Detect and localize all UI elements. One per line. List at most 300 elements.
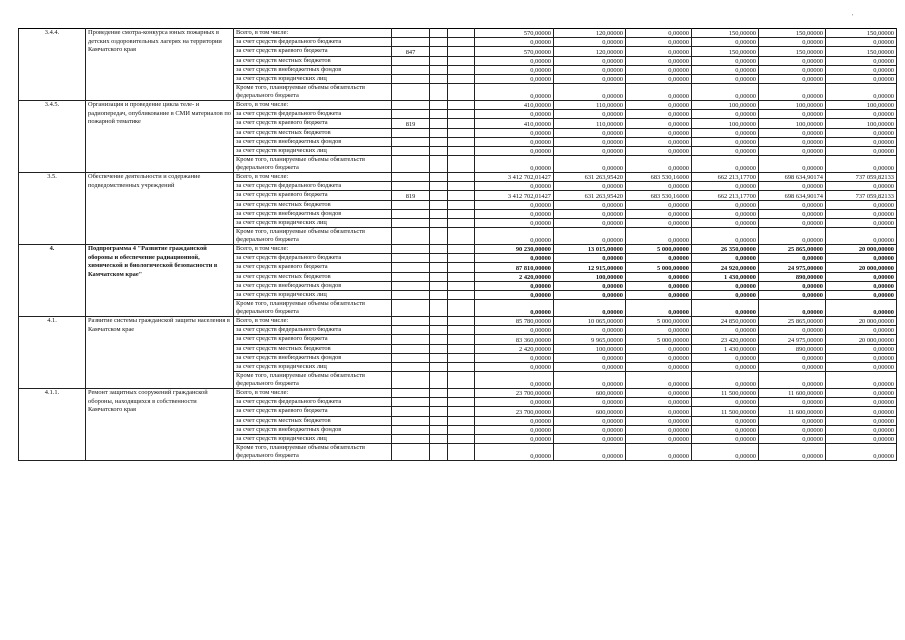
admin-code — [392, 417, 430, 426]
amount-cell: 410,00000 — [475, 101, 554, 110]
amount-cell: 0,00000 — [826, 138, 897, 147]
admin-code — [392, 273, 430, 282]
admin-code — [392, 254, 430, 263]
classification-cell — [448, 138, 475, 147]
amount-cell: 0,00000 — [692, 210, 759, 219]
amount-cell: 0,00000 — [759, 182, 826, 191]
classification-cell — [430, 84, 448, 101]
amount-cell: 631 263,95420 — [554, 173, 626, 182]
funding-source: за счет средств местных бюджетов — [234, 273, 392, 282]
classification-cell — [448, 273, 475, 282]
classification-cell — [448, 245, 475, 254]
classification-cell — [448, 363, 475, 372]
table-row — [19, 317, 897, 326]
amount-cell: 0,00000 — [626, 219, 692, 228]
amount-cell: 0,00000 — [692, 444, 759, 461]
amount-cell: 0,00000 — [826, 398, 897, 407]
amount-cell: 0,00000 — [626, 435, 692, 444]
funding-source: за счет средств внебюджетных фондов — [234, 66, 392, 75]
amount-cell: 0,00000 — [554, 254, 626, 263]
amount-cell: 11 500,00000 — [692, 389, 759, 398]
amount-cell: 0,00000 — [759, 156, 826, 173]
amount-cell: 0,00000 — [475, 444, 554, 461]
amount-cell: 3 412 702,01427 — [475, 173, 554, 182]
amount-cell: 0,00000 — [826, 417, 897, 426]
funding-source: за счет средств краевого бюджета — [234, 263, 392, 273]
table-row — [19, 101, 897, 110]
amount-cell: 0,00000 — [554, 138, 626, 147]
funding-source: за счет средств местных бюджетов — [234, 129, 392, 138]
classification-cell — [430, 47, 448, 57]
admin-code — [392, 335, 430, 345]
amount-cell: 0,00000 — [626, 57, 692, 66]
amount-cell: 0,00000 — [692, 363, 759, 372]
amount-cell: 698 634,90174 — [759, 173, 826, 182]
classification-cell — [430, 326, 448, 335]
funding-source: Всего, в том числе: — [234, 317, 392, 326]
amount-cell: 0,00000 — [475, 156, 554, 173]
amount-cell: 0,00000 — [554, 417, 626, 426]
amount-cell: 0,00000 — [554, 354, 626, 363]
item-code: 4.1. — [19, 317, 86, 389]
classification-cell — [430, 282, 448, 291]
amount-cell: 0,00000 — [475, 398, 554, 407]
amount-cell: 0,00000 — [826, 228, 897, 245]
funding-source: за счет средств юридических лиц — [234, 147, 392, 156]
amount-cell: 85 780,00000 — [475, 317, 554, 326]
admin-code — [392, 326, 430, 335]
amount-cell: 0,00000 — [626, 282, 692, 291]
amount-cell: 0,00000 — [759, 417, 826, 426]
amount-cell: 0,00000 — [554, 426, 626, 435]
amount-cell: 0,00000 — [826, 426, 897, 435]
funding-source: за счет средств федерального бюджета — [234, 110, 392, 119]
amount-cell: 0,00000 — [626, 138, 692, 147]
classification-cell — [448, 38, 475, 47]
amount-cell: 0,00000 — [554, 129, 626, 138]
table-row — [19, 245, 897, 254]
funding-source: Кроме того, планируемые объемы обязательств федерального бюджета — [234, 228, 392, 245]
amount-cell: 0,00000 — [475, 300, 554, 317]
amount-cell: 0,00000 — [826, 354, 897, 363]
classification-cell — [448, 372, 475, 389]
amount-cell: 0,00000 — [692, 228, 759, 245]
amount-cell: 0,00000 — [626, 389, 692, 398]
amount-cell: 90 230,00000 — [475, 245, 554, 254]
amount-cell: 0,00000 — [692, 417, 759, 426]
amount-cell: 0,00000 — [692, 147, 759, 156]
admin-code — [392, 173, 430, 182]
funding-source: за счет средств внебюджетных фондов — [234, 426, 392, 435]
amount-cell: 0,00000 — [475, 372, 554, 389]
amount-cell: 0,00000 — [759, 444, 826, 461]
amount-cell: 0,00000 — [826, 129, 897, 138]
funding-source: за счет средств федерального бюджета — [234, 326, 392, 335]
amount-cell: 0,00000 — [554, 57, 626, 66]
classification-cell — [430, 101, 448, 110]
classification-cell — [448, 173, 475, 182]
amount-cell: 20 000,00000 — [826, 245, 897, 254]
amount-cell: 0,00000 — [759, 326, 826, 335]
amount-cell: 0,00000 — [826, 201, 897, 210]
admin-code — [392, 354, 430, 363]
admin-code — [392, 219, 430, 228]
amount-cell: 0,00000 — [475, 354, 554, 363]
amount-cell: 0,00000 — [626, 210, 692, 219]
classification-cell — [430, 273, 448, 282]
amount-cell: 0,00000 — [475, 417, 554, 426]
admin-code — [392, 407, 430, 417]
admin-code — [392, 210, 430, 219]
funding-source: за счет средств юридических лиц — [234, 75, 392, 84]
amount-cell: 0,00000 — [692, 66, 759, 75]
amount-cell: 0,00000 — [554, 282, 626, 291]
amount-cell: 11 600,00000 — [759, 407, 826, 417]
admin-code — [392, 84, 430, 101]
amount-cell: 0,00000 — [475, 182, 554, 191]
classification-cell — [448, 282, 475, 291]
amount-cell: 0,00000 — [626, 228, 692, 245]
amount-cell: 0,00000 — [554, 435, 626, 444]
amount-cell: 0,00000 — [554, 372, 626, 389]
item-name: Ремонт защитных сооружений гражданской обороны, находящихся в собственности Камчатского края — [86, 389, 234, 461]
amount-cell: 0,00000 — [692, 291, 759, 300]
amount-cell: 0,00000 — [692, 129, 759, 138]
funding-source: за счет средств внебюджетных фондов — [234, 354, 392, 363]
classification-cell — [448, 263, 475, 273]
amount-cell: 0,00000 — [475, 38, 554, 47]
amount-cell: 3 412 702,01427 — [475, 191, 554, 201]
amount-cell: 0,00000 — [826, 444, 897, 461]
classification-cell — [430, 300, 448, 317]
amount-cell: 0,00000 — [626, 291, 692, 300]
funding-source: за счет средств местных бюджетов — [234, 345, 392, 354]
amount-cell: 662 213,17700 — [692, 191, 759, 201]
amount-cell: 0,00000 — [759, 426, 826, 435]
amount-cell: 0,00000 — [554, 182, 626, 191]
admin-code — [392, 317, 430, 326]
amount-cell: 0,00000 — [626, 201, 692, 210]
amount-cell: 0,00000 — [475, 435, 554, 444]
amount-cell: 0,00000 — [554, 228, 626, 245]
amount-cell: 0,00000 — [554, 363, 626, 372]
amount-cell: 0,00000 — [475, 147, 554, 156]
classification-cell — [448, 398, 475, 407]
amount-cell: 0,00000 — [692, 282, 759, 291]
amount-cell: 20 000,00000 — [826, 335, 897, 345]
amount-cell: 0,00000 — [626, 110, 692, 119]
classification-cell — [430, 335, 448, 345]
amount-cell: 12 915,00000 — [554, 263, 626, 273]
amount-cell: 0,00000 — [626, 38, 692, 47]
amount-cell: 2 420,00000 — [475, 345, 554, 354]
amount-cell: 0,00000 — [826, 389, 897, 398]
funding-source: Кроме того, планируемые объемы обязательств федерального бюджета — [234, 156, 392, 173]
table-row — [19, 173, 897, 182]
classification-cell — [430, 129, 448, 138]
amount-cell: 0,00000 — [626, 444, 692, 461]
classification-cell — [430, 182, 448, 191]
amount-cell: 0,00000 — [759, 138, 826, 147]
classification-cell — [448, 354, 475, 363]
classification-cell — [448, 291, 475, 300]
amount-cell: 23 700,00000 — [475, 407, 554, 417]
amount-cell: 0,00000 — [759, 300, 826, 317]
amount-cell: 150,00000 — [826, 29, 897, 38]
amount-cell: 0,00000 — [475, 219, 554, 228]
funding-source: за счет средств краевого бюджета — [234, 119, 392, 129]
classification-cell — [430, 398, 448, 407]
classification-cell — [448, 182, 475, 191]
amount-cell: 0,00000 — [826, 38, 897, 47]
amount-cell: 5 000,00000 — [626, 245, 692, 254]
funding-source: за счет средств федерального бюджета — [234, 38, 392, 47]
amount-cell: 0,00000 — [826, 435, 897, 444]
classification-cell — [430, 444, 448, 461]
amount-cell: 0,00000 — [826, 219, 897, 228]
classification-cell — [448, 254, 475, 263]
amount-cell: 0,00000 — [826, 57, 897, 66]
budget-table-document — [18, 28, 894, 461]
item-code: 4. — [19, 245, 86, 317]
amount-cell: 0,00000 — [475, 326, 554, 335]
amount-cell: 0,00000 — [554, 444, 626, 461]
amount-cell: 0,00000 — [759, 110, 826, 119]
amount-cell: 0,00000 — [475, 75, 554, 84]
amount-cell: 0,00000 — [692, 182, 759, 191]
amount-cell: 9 965,00000 — [554, 335, 626, 345]
amount-cell: 0,00000 — [692, 219, 759, 228]
classification-cell — [430, 254, 448, 263]
classification-cell — [430, 372, 448, 389]
classification-cell — [448, 101, 475, 110]
amount-cell: 410,00000 — [475, 119, 554, 129]
admin-code — [392, 398, 430, 407]
amount-cell: 0,00000 — [475, 363, 554, 372]
amount-cell: 0,00000 — [826, 300, 897, 317]
admin-code — [392, 57, 430, 66]
amount-cell: 0,00000 — [475, 66, 554, 75]
amount-cell: 737 059,82133 — [826, 173, 897, 182]
amount-cell: 0,00000 — [692, 138, 759, 147]
funding-source: Всего, в том числе: — [234, 245, 392, 254]
amount-cell: 150,00000 — [759, 47, 826, 57]
amount-cell: 0,00000 — [759, 398, 826, 407]
classification-cell — [430, 219, 448, 228]
amount-cell: 0,00000 — [626, 273, 692, 282]
funding-source: Кроме того, планируемые объемы обязательств федерального бюджета — [234, 372, 392, 389]
amount-cell: 662 213,17700 — [692, 173, 759, 182]
item-name: Подпрограмма 4 "Развитие гражданской обороны и обеспечение радиационной, химической и биологической безопасности в Камчатском крае" — [86, 245, 234, 317]
amount-cell: 11 600,00000 — [759, 389, 826, 398]
classification-cell — [448, 29, 475, 38]
amount-cell: 100,00000 — [554, 273, 626, 282]
amount-cell: 0,00000 — [692, 110, 759, 119]
amount-cell: 100,00000 — [692, 101, 759, 110]
amount-cell: 0,00000 — [826, 156, 897, 173]
amount-cell: 0,00000 — [554, 110, 626, 119]
amount-cell: 0,00000 — [692, 435, 759, 444]
amount-cell: 0,00000 — [475, 110, 554, 119]
admin-code — [392, 372, 430, 389]
amount-cell: 0,00000 — [475, 138, 554, 147]
amount-cell: 0,00000 — [826, 210, 897, 219]
classification-cell — [430, 191, 448, 201]
amount-cell: 0,00000 — [475, 57, 554, 66]
funding-source: за счет средств краевого бюджета — [234, 191, 392, 201]
classification-cell — [430, 317, 448, 326]
amount-cell: 83 360,00000 — [475, 335, 554, 345]
classification-cell — [430, 201, 448, 210]
amount-cell: 0,00000 — [475, 129, 554, 138]
amount-cell: 0,00000 — [554, 398, 626, 407]
amount-cell: 570,00000 — [475, 47, 554, 57]
classification-cell — [430, 75, 448, 84]
amount-cell: 25 865,00000 — [759, 317, 826, 326]
amount-cell: 570,00000 — [475, 29, 554, 38]
item-name: Организация и проведение цикла теле- и радиопередач, опубликование в СМИ материалов по пожарной тематике — [86, 101, 234, 173]
classification-cell — [430, 66, 448, 75]
amount-cell: 0,00000 — [475, 254, 554, 263]
admin-code — [392, 282, 430, 291]
classification-cell — [430, 173, 448, 182]
classification-cell — [430, 354, 448, 363]
amount-cell: 0,00000 — [759, 291, 826, 300]
amount-cell: 890,00000 — [759, 345, 826, 354]
amount-cell: 0,00000 — [826, 326, 897, 335]
amount-cell: 0,00000 — [626, 426, 692, 435]
amount-cell: 0,00000 — [826, 84, 897, 101]
classification-cell — [430, 38, 448, 47]
amount-cell: 100,00000 — [692, 119, 759, 129]
amount-cell: 0,00000 — [554, 291, 626, 300]
admin-code — [392, 129, 430, 138]
amount-cell: 0,00000 — [692, 75, 759, 84]
funding-source: Кроме того, планируемые объемы обязательств федерального бюджета — [234, 444, 392, 461]
amount-cell: 0,00000 — [759, 354, 826, 363]
classification-cell — [448, 129, 475, 138]
funding-source: Кроме того, планируемые объемы обязательств федерального бюджета — [234, 300, 392, 317]
amount-cell: 20 000,00000 — [826, 263, 897, 273]
admin-code — [392, 101, 430, 110]
amount-cell: 25 865,00000 — [759, 245, 826, 254]
amount-cell: 23 420,00000 — [692, 335, 759, 345]
amount-cell: 0,00000 — [826, 254, 897, 263]
classification-cell — [448, 210, 475, 219]
amount-cell: 0,00000 — [826, 345, 897, 354]
amount-cell: 0,00000 — [692, 326, 759, 335]
amount-cell: 5 000,00000 — [626, 263, 692, 273]
amount-cell: 0,00000 — [759, 254, 826, 263]
amount-cell: 0,00000 — [626, 182, 692, 191]
funding-source: за счет средств местных бюджетов — [234, 417, 392, 426]
amount-cell: 0,00000 — [692, 300, 759, 317]
classification-cell — [430, 426, 448, 435]
item-code: 3.4.4. — [19, 29, 86, 101]
classification-cell — [448, 75, 475, 84]
admin-code — [392, 300, 430, 317]
admin-code: 819 — [392, 191, 430, 201]
amount-cell: 0,00000 — [826, 363, 897, 372]
amount-cell: 0,00000 — [826, 110, 897, 119]
classification-cell — [430, 345, 448, 354]
amount-cell: 11 500,00000 — [692, 407, 759, 417]
amount-cell: 0,00000 — [759, 372, 826, 389]
amount-cell: 1 430,00000 — [692, 273, 759, 282]
amount-cell: 0,00000 — [626, 345, 692, 354]
amount-cell: 0,00000 — [759, 435, 826, 444]
funding-source: за счет средств внебюджетных фондов — [234, 138, 392, 147]
funding-source: за счет средств юридических лиц — [234, 435, 392, 444]
classification-cell — [430, 291, 448, 300]
classification-cell — [448, 66, 475, 75]
amount-cell: 631 263,95420 — [554, 191, 626, 201]
amount-cell: 0,00000 — [759, 147, 826, 156]
classification-cell — [430, 435, 448, 444]
classification-cell — [430, 407, 448, 417]
table-row — [19, 389, 897, 398]
amount-cell: 1 430,00000 — [692, 345, 759, 354]
amount-cell: 100,00000 — [759, 119, 826, 129]
admin-code — [392, 263, 430, 273]
amount-cell: 5 000,00000 — [626, 317, 692, 326]
amount-cell: 2 420,00000 — [475, 273, 554, 282]
admin-code — [392, 245, 430, 254]
amount-cell: 0,00000 — [475, 228, 554, 245]
classification-cell — [448, 435, 475, 444]
amount-cell: 0,00000 — [826, 372, 897, 389]
amount-cell: 0,00000 — [626, 398, 692, 407]
item-name: Развитие системы гражданской защиты населения в Камчатском крае — [86, 317, 234, 389]
amount-cell: 0,00000 — [626, 84, 692, 101]
amount-cell: 0,00000 — [759, 210, 826, 219]
classification-cell — [448, 201, 475, 210]
admin-code — [392, 291, 430, 300]
classification-cell — [448, 426, 475, 435]
amount-cell: 0,00000 — [759, 228, 826, 245]
amount-cell: 0,00000 — [692, 354, 759, 363]
classification-cell — [448, 156, 475, 173]
amount-cell: 0,00000 — [626, 326, 692, 335]
admin-code — [392, 138, 430, 147]
classification-cell — [430, 245, 448, 254]
admin-code — [392, 66, 430, 75]
admin-code — [392, 201, 430, 210]
amount-cell: 110,00000 — [554, 101, 626, 110]
classification-cell — [448, 191, 475, 201]
classification-cell — [448, 345, 475, 354]
funding-source: Всего, в том числе: — [234, 29, 392, 38]
item-code: 4.1.1. — [19, 389, 86, 461]
amount-cell: 0,00000 — [759, 75, 826, 84]
amount-cell: 0,00000 — [554, 156, 626, 173]
amount-cell: 120,00000 — [554, 47, 626, 57]
admin-code — [392, 228, 430, 245]
classification-cell — [430, 147, 448, 156]
amount-cell: 683 530,16000 — [626, 191, 692, 201]
admin-code — [392, 426, 430, 435]
classification-cell — [430, 57, 448, 66]
admin-code: 819 — [392, 119, 430, 129]
funding-source: за счет средств юридических лиц — [234, 219, 392, 228]
amount-cell: 0,00000 — [475, 210, 554, 219]
amount-cell: 0,00000 — [692, 426, 759, 435]
amount-cell: 24 975,00000 — [759, 335, 826, 345]
amount-cell: 24 975,00000 — [759, 263, 826, 273]
classification-cell — [448, 110, 475, 119]
amount-cell: 0,00000 — [626, 101, 692, 110]
amount-cell: 0,00000 — [692, 201, 759, 210]
